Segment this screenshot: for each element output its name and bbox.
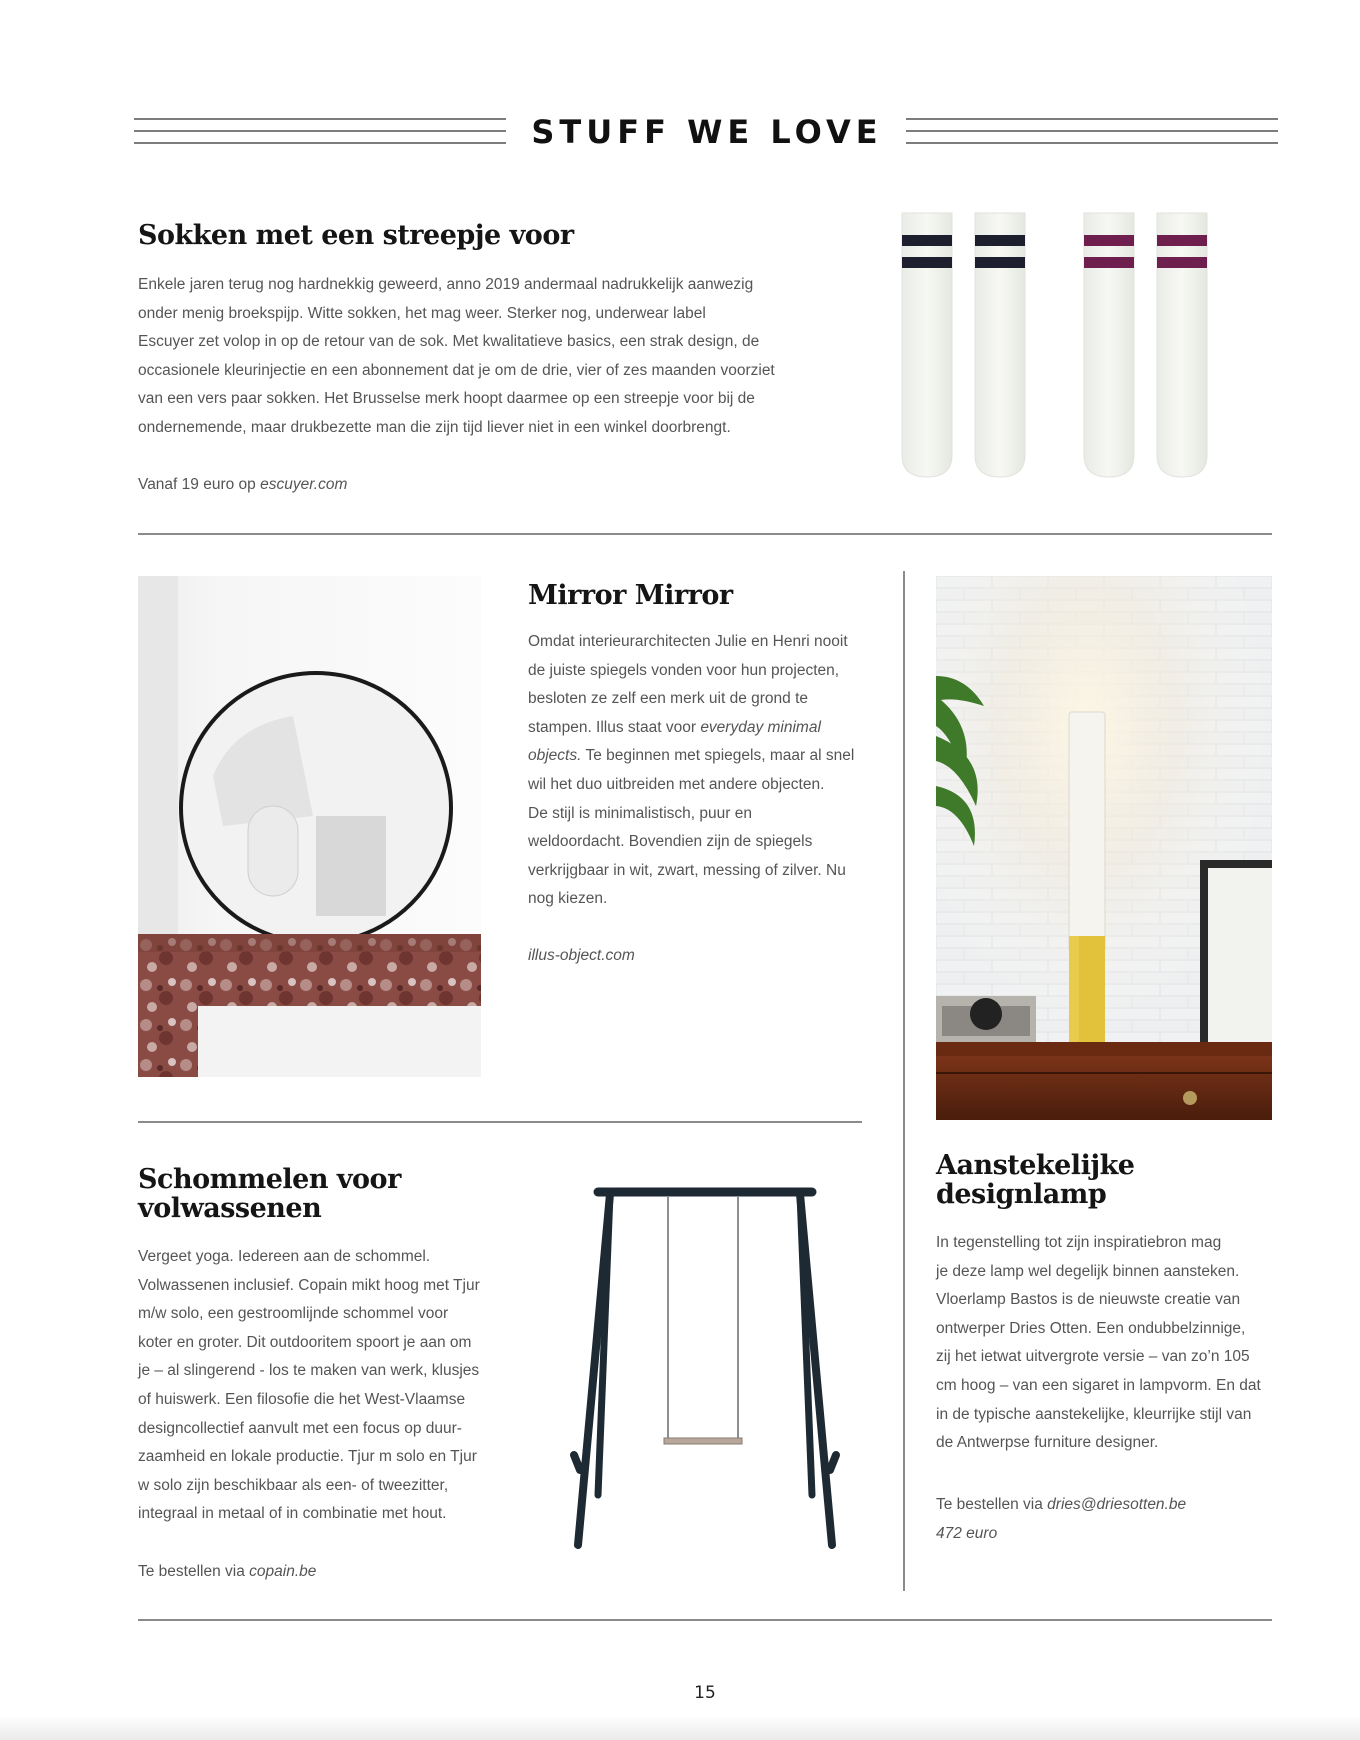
socks-body	[138, 271, 828, 443]
swing-body-line: koter en groter. Dit outdooritem spoort je aan om	[138, 1333, 472, 1351]
socks-title: Sokken met een streepje voor	[138, 220, 574, 251]
lamp-body-line: je deze lamp wel degelijk binnen aansteken.	[936, 1262, 1240, 1280]
mirror-body-line: wil het duo uitbreiden met andere objecten.	[528, 775, 825, 793]
swing-body-line: Vergeet yoga. Iedereen aan de schommel.	[138, 1248, 431, 1265]
lamp-link[interactable]: dries@driesotten.be	[1047, 1496, 1187, 1513]
page-title: STUFF WE LOVE	[531, 113, 883, 151]
socks-body-line: onder menig broekspijp. Witte sokken, het mag weer. Sterker nog, underwear label	[138, 304, 706, 322]
lamp-image	[936, 576, 1272, 1120]
swing-body-line: Volwassenen inclusief. Copain mikt hoog met Tjur	[138, 1276, 480, 1294]
socks-body-line: occasionele kleurinjectie en een abonnement dat je om de drie, vier of zes maanden voorziet	[138, 361, 775, 379]
divider	[138, 533, 1272, 535]
lamp-body-line: de Antwerpse furniture designer.	[936, 1434, 1159, 1452]
swing-body-line: integraal in metaal of in combinatie met hout.	[138, 1505, 447, 1523]
socks-price: Vanaf 19 euro op escuyer.com	[138, 476, 348, 493]
mirror-body-line: besloten ze zelf een merk uit de grond te	[528, 690, 809, 708]
swing-body-line: of huiswerk. Een filosofie die het West-Vlaamse	[138, 1390, 466, 1408]
socks-body-line: Escuyer zet volop in op de retour van de sok. Met kwalitatieve basics, een strak design, de	[138, 333, 760, 351]
header-rules-left	[134, 118, 506, 148]
mirror-body-line: De stijl is minimalistisch, puur en	[528, 804, 752, 822]
mirror-body-line: verkrijgbaar in wit, zwart, messing of zilver. Nu	[528, 861, 846, 879]
swing-body-line: m/w solo, een gestroomlijnde schommel voor	[138, 1305, 449, 1323]
page-number: 15	[694, 1683, 716, 1703]
lamp-body-line: In tegenstelling tot zijn inspiratiebron mag	[936, 1234, 1222, 1251]
lamp-title: Aanstekelijke designlamp	[936, 1150, 1135, 1210]
header-rules-right	[906, 118, 1278, 148]
socks-image	[892, 205, 1222, 498]
mirror-body-line: Omdat interieurarchitecten Julie en Henri nooit	[528, 633, 848, 650]
page-bottom-shadow	[0, 1715, 1360, 1740]
socks-body-line: ondernemende, maar drukbezette man die zijn tijd liever niet in een winkel doorbrengt.	[138, 418, 731, 436]
lamp-body-line: cm hoog – van een sigaret in lampvorm. En dat	[936, 1376, 1261, 1394]
mirror-body	[528, 628, 868, 914]
mirror-title: Mirror Mirror	[528, 580, 733, 611]
mirror-link-line	[528, 947, 635, 965]
mirror-body-line: objects. Te beginnen met spiegels, maar al snel	[528, 747, 855, 765]
socks-body-line: Enkele jaren terug nog hardnekkig geweerd, anno 2019 andermaal nadrukkelijk aanwezig	[138, 276, 754, 293]
lamp-body-line: in de typische aanstekelijke, kleurrijke stijl van	[936, 1405, 1252, 1423]
swing-body-line: zaamheid en lokale productie. Tjur m solo en Tjur	[138, 1448, 477, 1466]
divider	[138, 1121, 862, 1123]
lamp-order: Te bestellen via dries@driesotten.be 472 euro	[936, 1496, 1187, 1542]
mirror-body-line: stampen. Illus staat voor everyday minimal	[528, 718, 821, 736]
divider	[138, 1619, 1272, 1621]
lamp-body-line: ontwerper Dries Otten. Een ondubbelzinnige,	[936, 1319, 1246, 1337]
socks-body-line: van een vers paar sokken. Het Brusselse merk hoopt daarmee op een streepje voor bij de	[138, 390, 755, 408]
socks-link[interactable]: escuyer.com	[260, 476, 348, 493]
lamp-body	[936, 1229, 1276, 1458]
swing-body-line: designcollectief aanvult met een focus op duur-	[138, 1419, 462, 1437]
swing-body	[138, 1243, 508, 1529]
lamp-body-line: zij het ietwat uitvergrote versie – van zo’n 105	[936, 1348, 1250, 1366]
mirror-image	[138, 576, 481, 1077]
lamp-body-line: Vloerlamp Bastos is de nieuwste creatie van	[936, 1291, 1241, 1309]
swing-link[interactable]: copain.be	[249, 1563, 317, 1580]
swing-order: Te bestellen via copain.be	[138, 1563, 317, 1580]
mirror-body-line: weldoordacht. Bovendien zijn de spiegels	[528, 833, 813, 851]
column-separator	[903, 571, 905, 1591]
swing-body-line: w solo zijn beschikbaar als een- of tweezitter,	[138, 1476, 449, 1494]
lamp-price: 472 euro	[936, 1524, 998, 1542]
swing-image	[560, 1180, 850, 1560]
swing-body-line: je – al slingerend - los te maken van werk, klusjes	[138, 1362, 480, 1380]
swing-title: Schommelen voor volwassenen	[138, 1164, 401, 1224]
mirror-body-line: nog kiezen.	[528, 890, 608, 908]
mirror-body-line: de juiste spiegels vonden voor hun projecten,	[528, 661, 840, 679]
mirror-link[interactable]: illus-object.com	[528, 947, 635, 964]
